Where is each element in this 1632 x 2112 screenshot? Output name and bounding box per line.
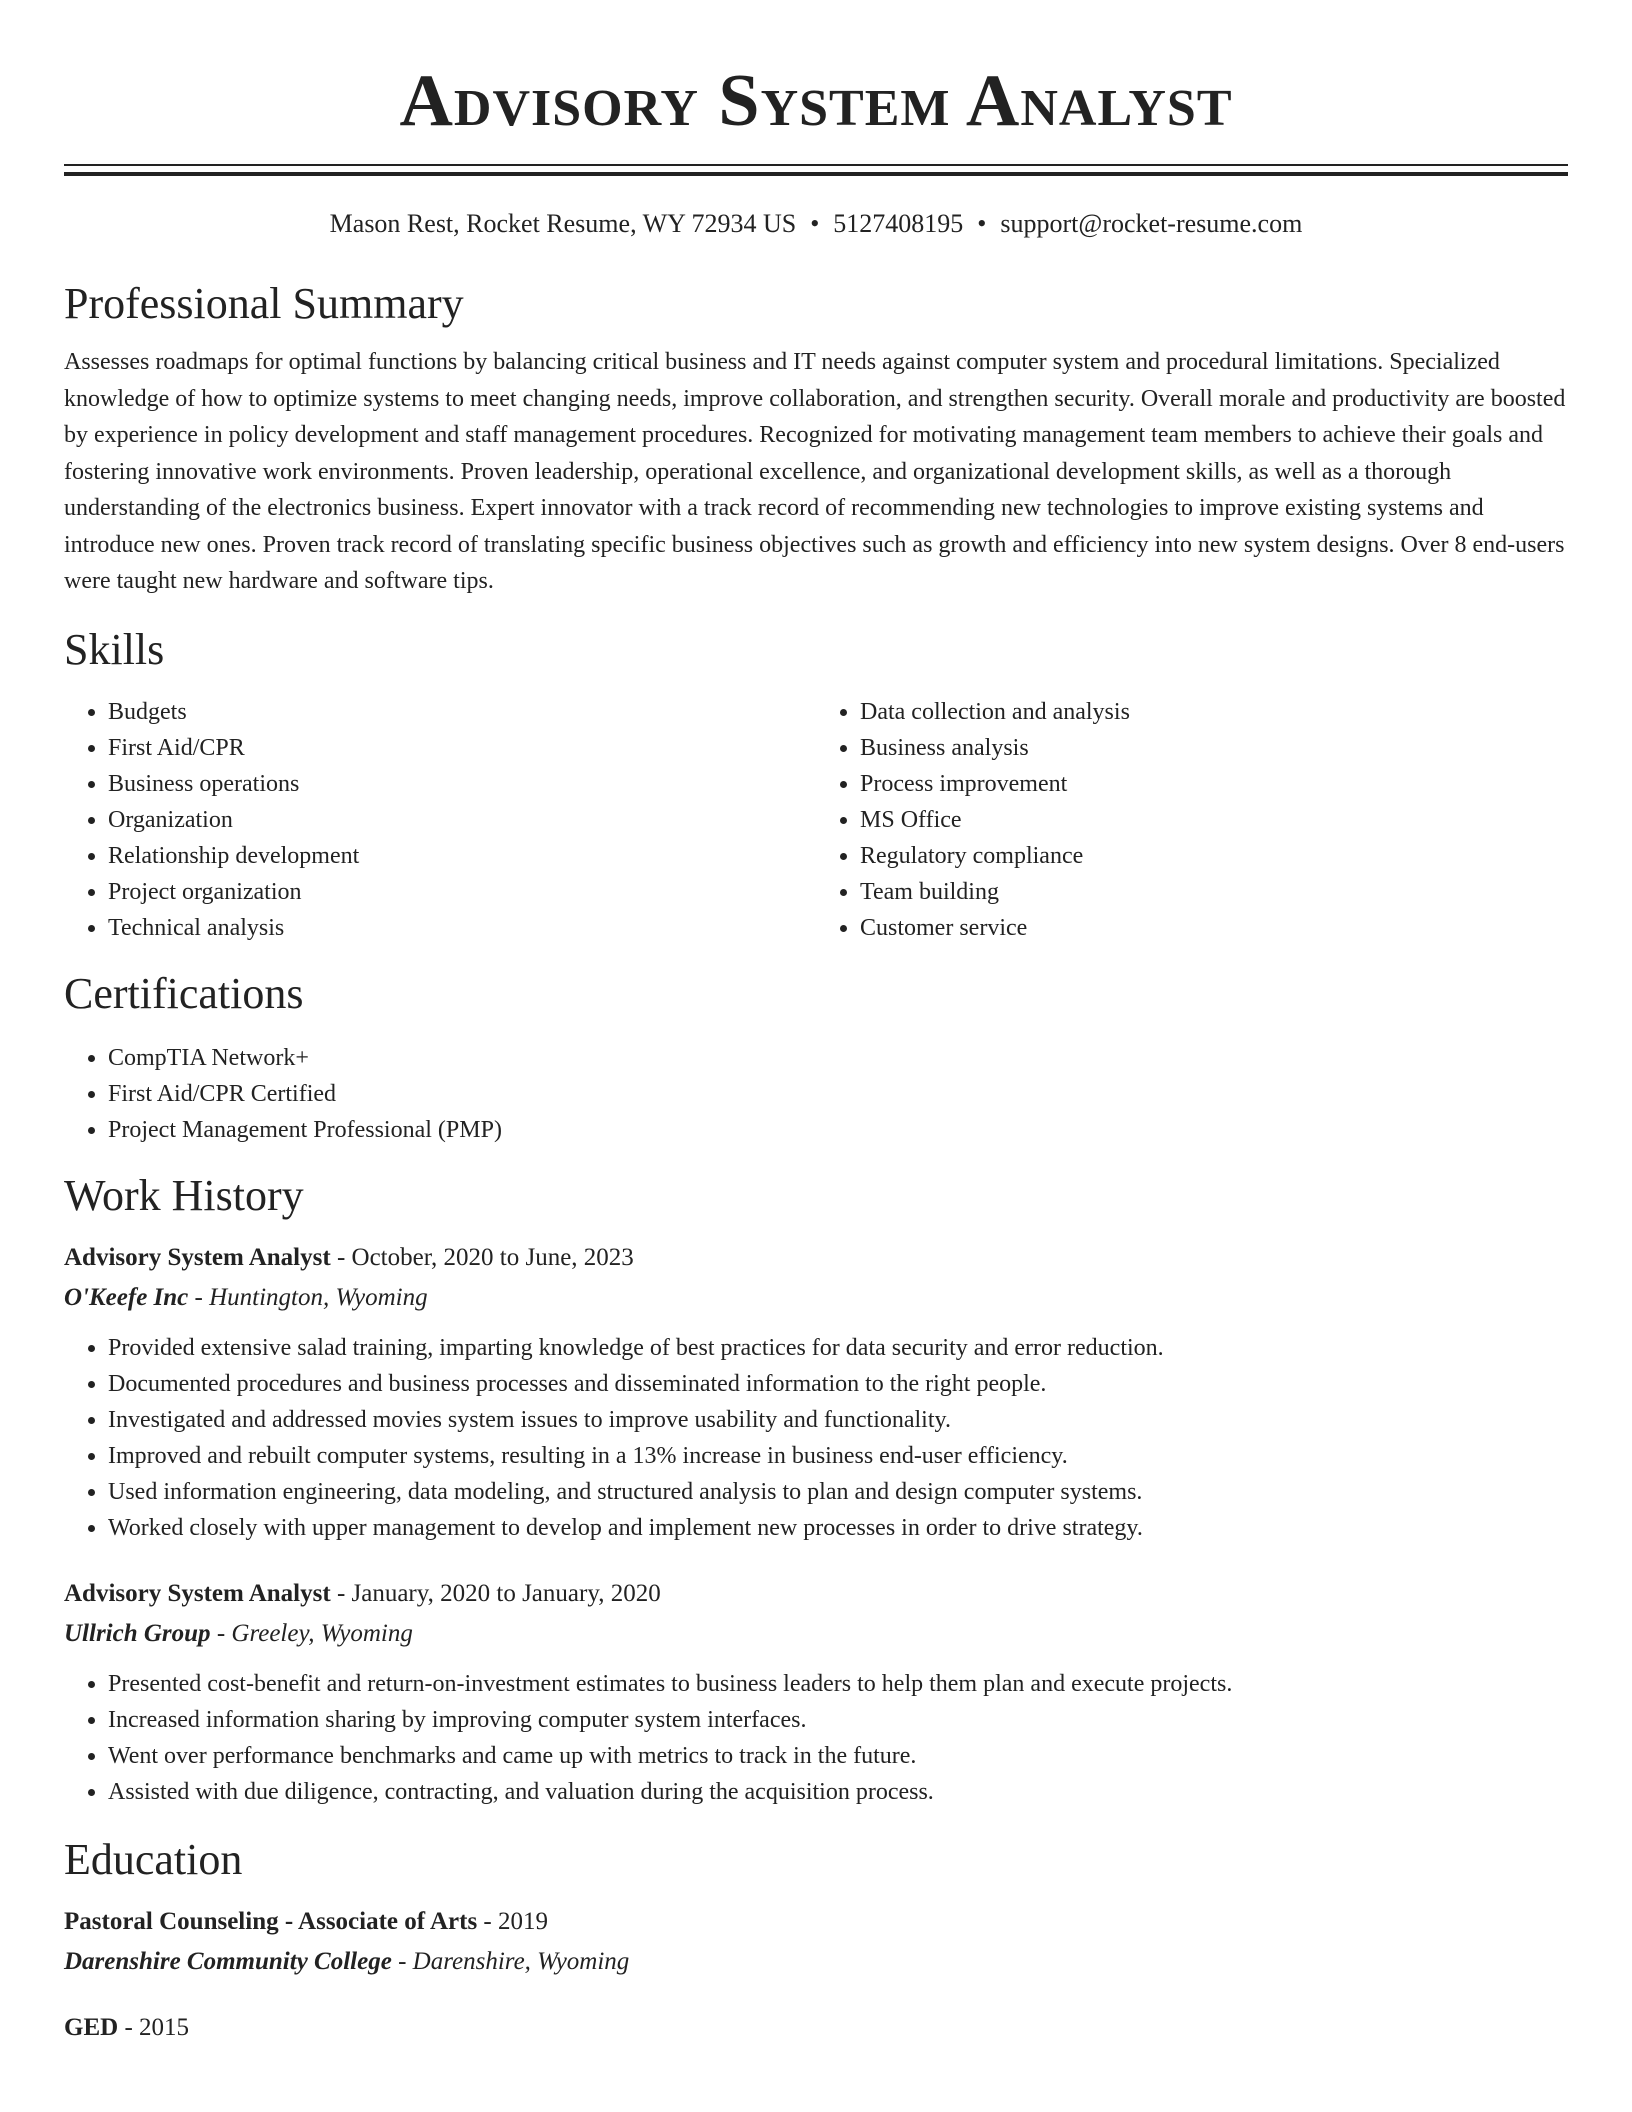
skill-item: • Customer service — [860, 910, 1568, 946]
job-company-line — [64, 1616, 1568, 1652]
education-year: - 2019 — [477, 1907, 548, 1935]
job-company-line — [64, 1280, 1568, 1316]
summary-text: Assesses roadmaps for optimal functions by balancing critical business and IT needs against computer system and procedural limitations. Specialized knowledge of how to optimize systems to meet changing needs, improve collaboration, and strengthen security. Overall morale and productivity are boosted by experience in policy development and staff management procedures. Recognized for motivating management team members to achieve their goals and fostering innovative work environments. Proven leadership, operational excellence, and organizational development skills, as well as a thorough understanding of the electronics business. Expert innovator with a track record of recommending new technologies to improve existing systems and introduce new ones. Proven track record of translating specific business objectives such as growth and efficiency into new system designs. Over 8 end-users were taught new hardware and software tips. — [64, 349, 1566, 594]
skill-item: • Team building — [860, 874, 1568, 910]
job-dates: - October, 2020 to June, 2023 — [330, 1243, 634, 1271]
skill-item: • Project organization — [108, 874, 816, 910]
job-title: Advisory System Analyst — [64, 1243, 331, 1271]
skills-heading: Skills — [64, 624, 165, 674]
education-school-line — [64, 1944, 1568, 1980]
certification-item: • First Aid/CPR Certified — [108, 1076, 1568, 1112]
job-title-line — [64, 1240, 1568, 1276]
job-bullet: • Increased information sharing by improving computer system interfaces. — [108, 1702, 1568, 1738]
job-bullet: • Assisted with due diligence, contracting, and valuation during the acquisition process. — [108, 1774, 1568, 1810]
job-bullet: • Used information engineering, data modeling, and structured analysis to plan and design computer systems. — [108, 1474, 1568, 1510]
education-location: - Darenshire, Wyoming — [391, 1947, 630, 1975]
job-title: Advisory System Analyst — [64, 1579, 331, 1607]
skills-list — [64, 694, 1568, 946]
education-degree: GED — [64, 2013, 119, 2041]
certifications-list — [64, 1040, 1568, 1148]
education-title-line — [64, 2010, 1568, 2046]
skill-item: • Organization — [108, 802, 816, 838]
job-bullet: • Investigated and addressed movies system issues to improve usability and functionality. — [108, 1402, 1568, 1438]
header-rule-thin — [64, 164, 1568, 166]
education-year: - 2015 — [118, 2013, 190, 2041]
education-degree: Pastoral Counseling - Associate of Arts — [64, 1907, 478, 1935]
job-bullet: • Presented cost-benefit and return-on-investment estimates to business leaders to help them plan and execute projects. — [108, 1666, 1568, 1702]
education-heading: Education — [64, 1834, 243, 1884]
contact-line — [64, 208, 1568, 240]
job-bullet: • Went over performance benchmarks and came up with metrics to track in the future. — [108, 1738, 1568, 1774]
education-entry — [64, 2010, 1568, 2046]
contact-separator: • — [810, 209, 820, 238]
job-entry — [64, 1240, 1568, 1546]
job-bullet: • Improved and rebuilt computer systems, resulting in a 13% increase in business end-user efficiency. — [108, 1438, 1568, 1474]
skill-item: • Relationship development — [108, 838, 816, 874]
skill-item: • Business analysis — [860, 730, 1568, 766]
job-dates: - January, 2020 to January, 2020 — [330, 1579, 661, 1607]
education-title-line — [64, 1904, 1568, 1940]
skills-column-left — [64, 694, 816, 946]
skill-item: • Business operations — [108, 766, 816, 802]
skill-item: • Technical analysis — [108, 910, 816, 946]
job-company: Ullrich Group — [64, 1619, 211, 1647]
job-company: O'Keefe Inc — [64, 1283, 189, 1311]
job-bullet: • Provided extensive salad training, imparting knowledge of best practices for data security and error reduction. — [108, 1330, 1568, 1366]
skill-item: • Process improvement — [860, 766, 1568, 802]
job-entry — [64, 1576, 1568, 1810]
job-location: - Greeley, Wyoming — [210, 1619, 413, 1647]
contact-address: Mason Rest, Rocket Resume, WY 72934 US — [329, 209, 797, 238]
job-bullets — [64, 1330, 1568, 1546]
education-school: Darenshire Community College — [64, 1947, 392, 1975]
skill-item: • First Aid/CPR — [108, 730, 816, 766]
resume-name: Advisory System Analyst — [399, 60, 1233, 142]
education-entry — [64, 1904, 1568, 1980]
job-title-line — [64, 1576, 1568, 1612]
skill-item: • Budgets — [108, 694, 816, 730]
certification-item: • Project Management Professional (PMP) — [108, 1112, 1568, 1148]
certification-item: • CompTIA Network+ — [108, 1040, 1568, 1076]
header-rule-thick — [64, 172, 1568, 176]
skill-item: • Data collection and analysis — [860, 694, 1568, 730]
summary-heading: Professional Summary — [64, 279, 464, 328]
job-location: - Huntington, Wyoming — [188, 1283, 428, 1311]
job-bullet: • Documented procedures and business processes and disseminated information to the right people. — [108, 1366, 1568, 1402]
skill-item: • Regulatory compliance — [860, 838, 1568, 874]
contact-separator: • — [977, 209, 987, 238]
skill-item: • MS Office — [860, 802, 1568, 838]
job-bullet: • Worked closely with upper management to develop and implement new processes in order to drive strategy. — [108, 1510, 1568, 1546]
certifications-heading: Certifications — [64, 968, 304, 1018]
skills-column-right — [816, 694, 1568, 946]
resume-page — [64, 0, 1568, 2046]
work-history-heading: Work History — [64, 1170, 304, 1220]
contact-email: support@rocket-resume.com — [1000, 209, 1303, 238]
job-bullets — [64, 1666, 1568, 1810]
contact-phone: 5127408195 — [833, 209, 964, 238]
